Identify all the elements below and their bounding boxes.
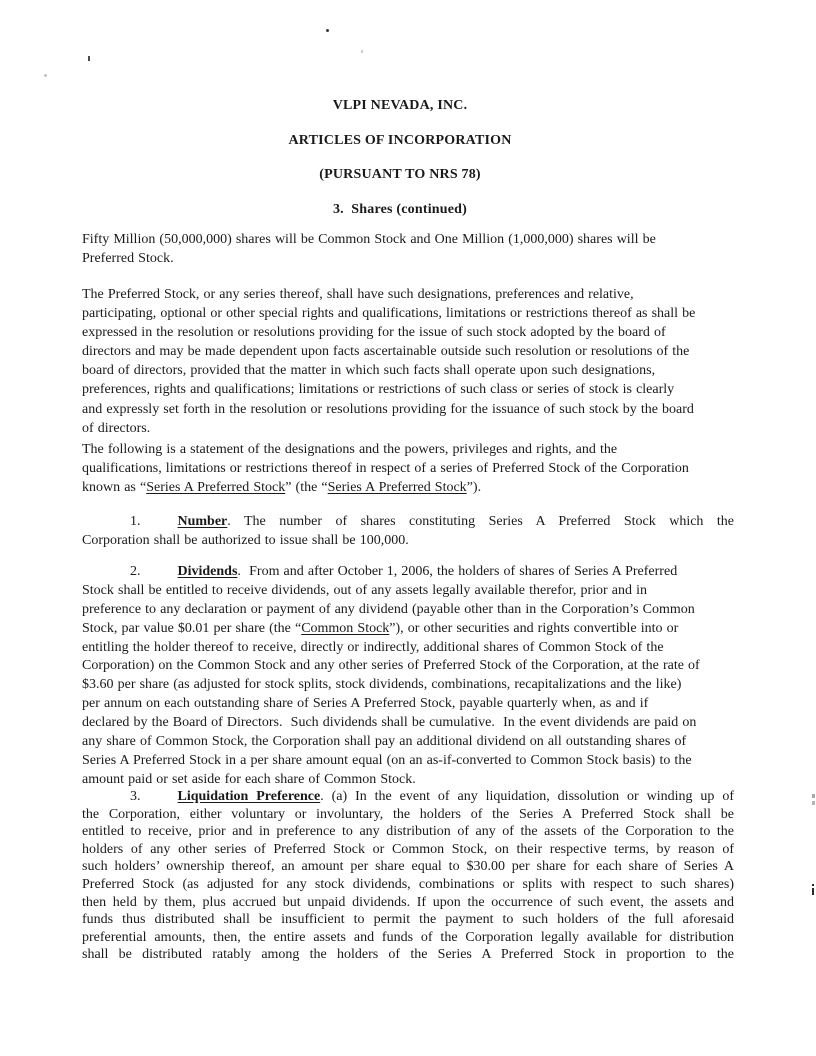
text-run: board of directors, provided that the matter in which such facts shall operate upon such designations,	[82, 363, 656, 379]
text-run: preferences, rights and qualifications; limitations or restrictions of such class or series of stock is clearly	[82, 382, 675, 398]
text-run: Stock, par value $0.01 per share (the “	[82, 620, 302, 636]
text-line	[82, 876, 734, 894]
text-run: Dividends	[177, 564, 238, 579]
text-line	[82, 531, 734, 550]
text-line	[82, 361, 734, 380]
text-line	[82, 946, 734, 964]
text-line	[82, 841, 734, 859]
scan-edge-mark	[812, 888, 814, 895]
text-run: ” (the “	[285, 480, 328, 496]
section-continuation-heading: 3. Shares (continued)	[332, 202, 468, 217]
text-run: Fifty Million (50,000,000) shares will be Common Stock and One Million (1,000,000) shares will be	[82, 232, 656, 247]
company-name-heading: VLPI NEVADA, INC.	[332, 98, 468, 113]
text-run: per annum on each outstanding share of Series A Preferred Stock, payable quarterly when, as and if	[82, 696, 649, 712]
text-line	[82, 601, 734, 620]
text-run: ”), or other securities and rights convertible into or	[389, 620, 679, 636]
section-3-liquidation-preference	[82, 788, 734, 964]
text-run: and expressly set forth in the resolution or resolutions providing for the issuance of such stock by the board	[82, 401, 694, 417]
text-run: preferential amounts, then, the entire assets and funds of the Corporation legally available for distribution	[82, 929, 734, 945]
text-run: shall be distributed ratably among the holders of the Series A Preferred Stock in proportion to the	[82, 947, 734, 963]
text-line	[82, 806, 734, 824]
text-run: directors and may be made dependent upon facts ascertainable outside such resolution or resolutions of the	[82, 344, 690, 360]
text-line	[82, 657, 734, 676]
text-run: . The number of shares constituting Series A Preferred Stock which the	[227, 514, 734, 529]
text-line	[82, 582, 734, 601]
text-run: 2.	[130, 564, 141, 579]
document-title-heading: ARTICLES OF INCORPORATION	[288, 133, 512, 148]
text-line	[82, 323, 734, 342]
text-run: $3.60 per share (as adjusted for stock splits, stock dividends, combinations, recapitalizations and the like)	[82, 677, 682, 693]
text-run: expressed in the resolution or resolutions providing for the issue of such stock adopted by the board of	[82, 325, 666, 341]
text-line	[82, 929, 734, 947]
text-line	[82, 771, 734, 790]
text-run: then held by them, plus accrued but unpaid dividends. If upon the occurrence of such event, the assets and	[82, 894, 734, 910]
text-line	[82, 342, 734, 361]
text-line	[82, 380, 734, 399]
text-line	[82, 714, 734, 733]
text-line	[82, 695, 734, 714]
section-1-number	[82, 512, 734, 550]
text-run: . From and after October 1, 2006, the holders of shares of Series A Preferred	[237, 564, 678, 579]
text-run: Preferred Stock.	[82, 251, 174, 267]
text-run: amount paid or set aside for each share of Common Stock.	[82, 771, 416, 787]
scan-edge-mark	[812, 884, 814, 886]
text-line	[82, 620, 734, 639]
text-run: entitled to receive, prior and in preference to any distribution of any of the assets of the Corporation to the	[82, 824, 734, 840]
scan-speck	[361, 50, 363, 53]
text-line	[82, 894, 734, 912]
text-line	[82, 512, 734, 531]
text-run: Series A Preferred Stock in a per share amount equal (on an as-if-converted to Common Stock basis) to the	[82, 752, 692, 768]
text-line	[82, 788, 734, 806]
paragraph-preferred-stock-designations	[82, 285, 734, 438]
text-run: holders of any other series of Preferred Stock or Common Stock, on their respective terms, by reason of	[82, 841, 734, 857]
paragraph-share-allocation	[82, 230, 734, 268]
text-line	[82, 858, 734, 876]
text-line	[82, 733, 734, 752]
text-run: such holders’ ownership thereof, an amount per share equal to $30.00 per share for each share of Series A	[82, 859, 734, 875]
scan-speck	[88, 56, 90, 61]
text-run: Corporation) on the Common Stock and any other series of Preferred Stock of the Corporation, at the rate of	[82, 658, 700, 674]
text-line	[82, 911, 734, 929]
text-line	[82, 676, 734, 695]
text-line	[82, 478, 734, 497]
scan-speck	[326, 29, 329, 32]
text-run: Liquidation Preference	[177, 789, 321, 804]
text-run: Corporation shall be authorized to issue shall be 100,000.	[82, 533, 409, 549]
text-line	[82, 563, 734, 582]
text-line	[82, 285, 734, 304]
text-run: known as “	[82, 480, 147, 496]
text-run: The following is a statement of the designations and the powers, privileges and rights, and the	[82, 442, 618, 457]
text-run: the Corporation, either voluntary or involuntary, the holders of the Series A Preferred Stock shall be	[82, 806, 734, 822]
scan-speck	[44, 74, 47, 77]
text-run: Series A Preferred Stock	[327, 480, 467, 496]
text-run: ”).	[466, 480, 482, 496]
text-line	[82, 639, 734, 658]
text-run: Preferred Stock (as adjusted for any stock dividends, combinations or splits with respect to such shares)	[82, 876, 734, 892]
text-run: preference to any declaration or payment of any dividend (payable other than in the Corporation’s Common	[82, 601, 695, 617]
text-run: qualifications, limitations or restrictions thereof in respect of a series of Preferred Stock of the Corporation	[82, 461, 689, 477]
text-line	[82, 440, 734, 459]
text-line	[82, 304, 734, 323]
text-line	[82, 823, 734, 841]
text-run: Number	[177, 514, 228, 529]
text-run: Series A Preferred Stock	[146, 480, 286, 496]
text-run: . (a) In the event of any liquidation, dissolution or winding up of	[320, 789, 734, 804]
text-run: 3.	[130, 789, 141, 804]
scan-edge-mark	[812, 801, 815, 805]
text-run: The Preferred Stock, or any series thereof, shall have such designations, preferences and relative,	[82, 287, 634, 302]
text-line	[82, 459, 734, 478]
text-run: Stock shall be entitled to receive dividends, out of any assets legally available therefor, prior and in	[82, 582, 647, 598]
section-2-dividends	[82, 563, 734, 790]
text-run: any share of Common Stock, the Corporation shall pay an additional dividend on all outstanding shares of	[82, 734, 687, 750]
text-run: 1.	[130, 514, 141, 529]
text-line	[82, 752, 734, 771]
text-line	[82, 230, 734, 249]
text-line	[82, 400, 734, 419]
statute-heading: (PURSUANT TO NRS 78)	[319, 167, 481, 182]
text-run: entitling the holder thereof to receive, directly or indirectly, additional shares of Common Stock of the	[82, 639, 664, 655]
text-run: declared by the Board of Directors. Such dividends shall be cumulative. In the event dividends are paid on	[82, 715, 697, 731]
text-run: Common Stock	[301, 620, 390, 636]
text-line	[82, 249, 734, 268]
text-run: funds thus distributed shall be insufficient to permit the payment to such holders of the full aforesaid	[82, 912, 734, 928]
scan-edge-mark	[812, 794, 815, 798]
text-run: participating, optional or other special rights and qualifications, limitations or restrictions thereof as shall be	[82, 306, 696, 322]
paragraph-series-a-statement	[82, 440, 734, 498]
text-line	[82, 419, 734, 438]
text-run: of directors.	[82, 420, 151, 436]
